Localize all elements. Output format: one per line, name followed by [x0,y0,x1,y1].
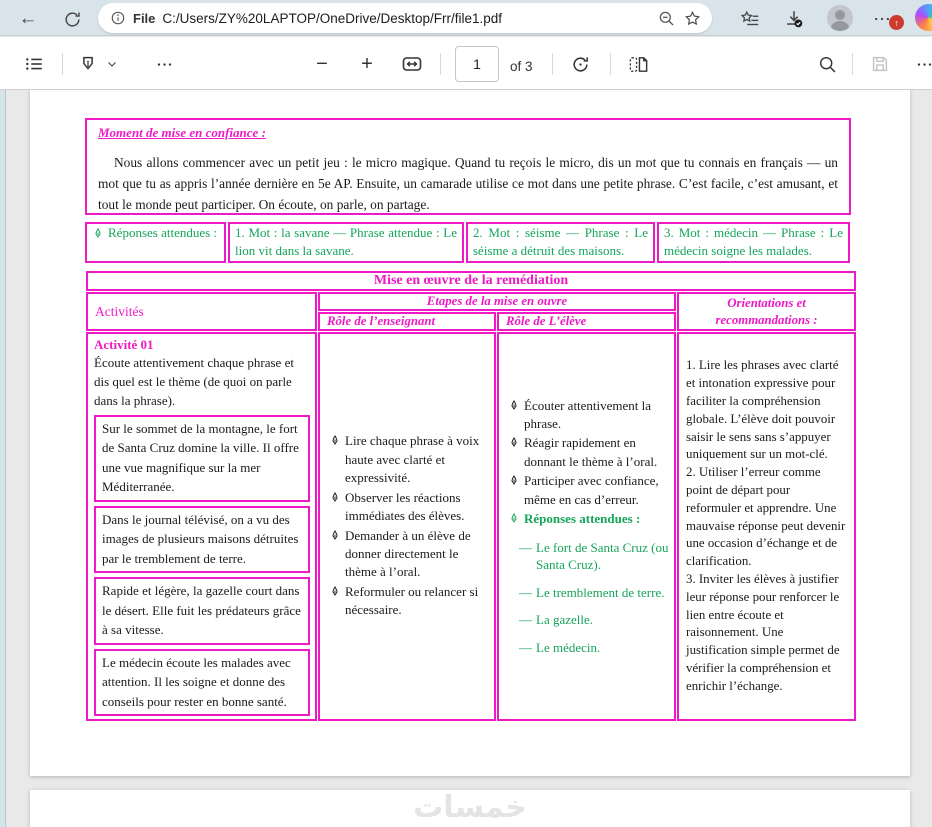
page-view-icon [627,53,650,76]
student-item: Écouter attentivement la phrase. [524,397,652,432]
toolbar-separator [62,53,63,75]
chevron-down-icon [105,57,119,71]
expected-label: Réponses attendues : [108,225,218,240]
student-role-cell [497,332,676,721]
profile-avatar[interactable] [827,5,853,31]
expected-cell-3: 3. Mot : médecin — Phrase : Le médecin soigne les malades. [657,222,850,263]
list-item [503,434,671,471]
activities-cell [86,332,317,721]
fit-width-icon [400,52,424,76]
favorite-star-icon[interactable] [683,9,702,28]
student-expected-label: Réponses attendues : [524,511,641,527]
pdf-viewer [0,90,932,827]
save-button[interactable] [866,50,894,78]
pen-icon [329,585,341,598]
phrase-box: Dans le journal télévisé, on a vu des images de plusieurs maisons détruites par le tremblement de terre. [94,506,310,574]
zoom-out-button[interactable] [308,50,336,78]
orientations-cell [677,332,856,721]
confidence-paragraph: Nous allons commencer avec un petit jeu : le micro magique. Quand tu reçois le micro, dis un mot que tu connais en français — un mot que tu as appris l’année dernière en 5e AP. Ensuite, un camarade utilise ce mot dans une petite phrase. C’est facile, c’est amusant, et tout le monde peut participer. On écoute, on parle, on partage. [98,155,838,213]
expected-answer-item [519,584,671,602]
collections-icon [739,8,761,30]
page-count-label: of 3 [510,59,533,74]
list-item [324,432,491,487]
expected-answer-text: Le fort de Santa Cruz (ou Santa Cruz). [536,539,669,573]
toc-button[interactable] [20,50,48,78]
extension-orb-icon[interactable] [915,4,932,31]
address-bar[interactable] [98,3,712,33]
teacher-item: Reformuler ou relancer si nécessaire. [345,583,479,618]
phrase-box: Rapide et légère, la gazelle court dans le désert. Elle fuit les prédateurs grâce à sa vitesse. [94,577,310,645]
toolbar-more-right-button[interactable] [910,50,932,78]
rotate-button[interactable] [566,50,594,78]
dash-icon: — [519,612,532,628]
more-horizontal-icon [915,55,932,74]
phrase-box: Sur le sommet de la montagne, le fort de Santa Cruz domine la ville. Il offre une vue magnifique sur la mer Méditerranée. [94,415,310,502]
teacher-item: Demander à un élève de donner directement le thème à l’oral. [345,527,471,580]
watermark-text: خمسات [413,790,527,825]
save-icon [869,53,891,75]
orientation-item: 1. Lire les phrases avec clarté et intonation expressive pour faciliter la compréhension globale. L’élève doit pouvoir saisir le sens sans s’appuyer uniquement sur un mot-clé. [686,358,839,462]
fit-width-button[interactable] [398,50,426,78]
list-item [324,489,491,526]
header-teacher-role: Rôle de l’enseignant [318,312,496,331]
toolbar-more-left-button[interactable] [150,50,178,78]
expected-cell-2: 2. Mot : séisme — Phrase : Le séisme a détruit des maisons. [466,222,655,263]
pen-dropdown-button[interactable] [98,50,126,78]
orientation-item: 3. Inviter les élèves à justifier leur réponse pour renforcer le lien entre écoute et raisonnement. Une justification simple permet de vérifier la compréhension et enrichir l’échange. [686,572,840,693]
toolbar-separator [610,53,611,75]
student-expected-heading [503,510,671,528]
activity-title: Activité 01 [94,337,154,352]
update-badge [889,15,904,30]
confidence-box [85,118,851,215]
plus-icon: + [361,53,373,75]
toolbar-separator [552,53,553,75]
more-horizontal-icon [155,55,174,74]
remediation-table [85,270,857,722]
student-item: Participer avec confiance, même en cas d’erreur. [524,473,659,507]
expected-cell-1: 1. Mot : la savane — Phrase attendue : Le lion vit dans la savane. [228,222,464,263]
list-item [324,527,491,582]
expected-answer-text: Le tremblement de terre. [536,584,665,600]
list-item [324,583,491,620]
phrase-box: Le médecin écoute les malades avec attention. Il les soigne et donne des conseils pour rester en bonne santé. [94,649,310,717]
expected-answers-row [85,222,852,263]
minus-icon: − [316,53,328,75]
toolbar-separator [440,53,441,75]
expected-answer-text: Le médecin. [536,639,601,655]
up-arrow-icon: ↑ [894,17,899,28]
pen-icon [329,434,341,447]
expected-label-cell [85,222,226,263]
pen-highlighter-icon [77,53,99,75]
pen-icon [508,474,520,487]
pen-icon [329,529,341,542]
back-button[interactable] [14,5,42,33]
activity-intro: Écoute attentivement chaque phrase et dis quel est le thème (de quoi on parle dans la phrase). [94,355,294,408]
list-item [503,472,671,509]
pen-icon [508,399,520,412]
collections-button[interactable] [736,5,764,33]
pdf-toolbar [0,37,932,90]
search-document-button[interactable] [813,50,841,78]
download-icon [783,8,805,30]
avatar-body [830,21,850,31]
expected-answer-text: La gazelle. [536,612,594,628]
pdf-page-1 [30,90,910,776]
file-scheme-label: File [133,10,156,26]
expected-answer-item [519,611,671,629]
dash-icon: — [519,584,532,600]
browser-chrome [0,0,932,36]
header-orientations: Orientations et recommandations : [677,292,856,331]
zoom-in-button[interactable] [353,50,381,78]
info-icon [110,10,126,26]
confidence-title: Moment de mise en confiance : [98,125,266,140]
teacher-role-cell [318,332,496,721]
pen-icon [92,227,104,240]
expected-answer-item [519,639,671,657]
viewer-left-edge [0,90,6,827]
orientation-item: 2. Utiliser l’erreur comme point de départ pour reformuler et apprendre. Une mauvaise réponse peut devenir une occasion d’échange et de clarification. [686,465,846,569]
pen-icon [508,436,520,449]
page-view-button[interactable] [624,50,652,78]
header-steps: Etapes de la mise en ouvre [318,292,676,311]
header-activities: Activités [86,292,317,331]
page-number-input[interactable] [455,46,499,82]
rotate-icon [569,53,592,76]
teacher-item: Lire chaque phrase à voix haute avec clarté et expressivité. [345,433,480,486]
refresh-icon [63,10,82,29]
dash-icon: — [519,639,532,655]
zoom-out-icon[interactable] [657,9,676,28]
list-item [503,397,671,434]
teacher-item: Observer les réactions immédiates des élèves. [345,489,465,524]
header-student-role: Rôle de L’élève [497,312,676,331]
dash-icon: — [519,539,532,555]
back-icon: ← [18,8,38,29]
table-of-contents-icon [23,53,45,75]
refresh-button[interactable] [58,5,86,33]
pdf-page-2 [30,790,910,827]
url-text[interactable]: C:/Users/ZY%20LAPTOP/OneDrive/Desktop/Frr/file1.pdf [162,10,503,26]
student-item: Réagir rapidement en donnant le thème à l’oral. [524,435,658,469]
table-title: Mise en œuvre de la remédiation [86,271,856,291]
pen-icon [329,491,341,504]
downloads-button[interactable] [780,5,808,33]
toolbar-separator [852,53,853,75]
search-icon [817,54,838,75]
expected-answer-item [519,539,671,574]
pen-icon [508,512,520,525]
avatar-head [835,10,845,20]
